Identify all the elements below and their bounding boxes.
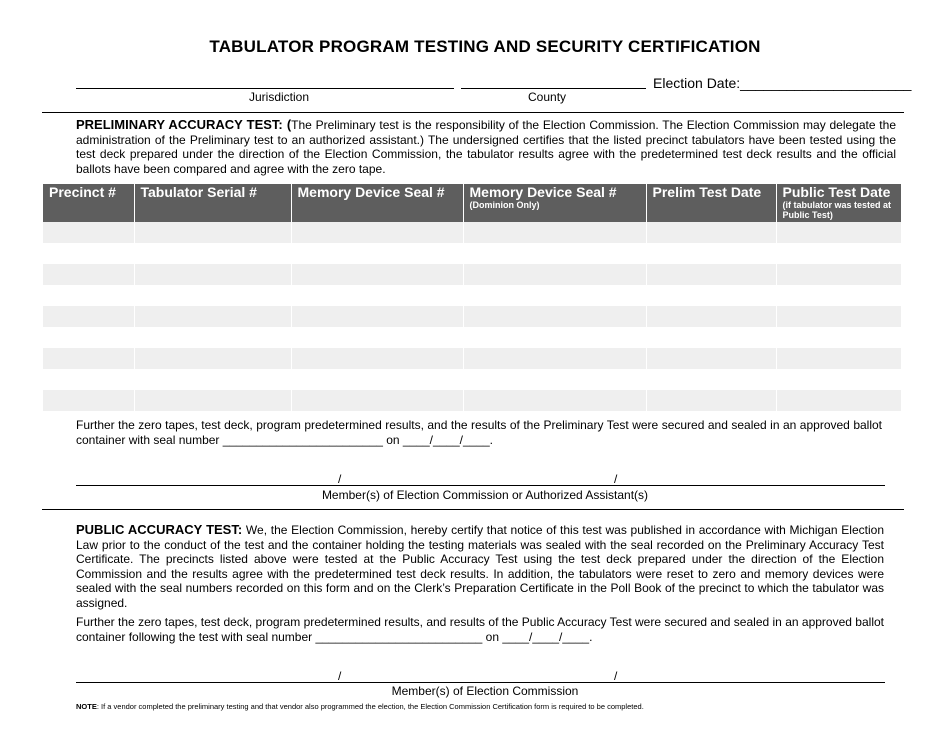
divider-top	[42, 112, 904, 113]
public-text: We, the Election Commission, hereby certify that notice of this test was published in accordance with Michigan Election Law prior to the conduct of the test and the container holding the testing materials was sealed with the seal recorded on the Preliminary Accuracy Test Certificate. The precincts listed above were tested at the Public Accuracy Test using the test deck prepared under the direction of the Election Commission and the results agree with the predetermined test deck results. In addition, the tabulators were reset to zero and memory devices were sealed with the seal numbers recorded on this form and on the Clerk’s Preparation Certificate in the Poll Book of the precinct to which the tabulator was assigned.	[76, 523, 884, 610]
table-row	[43, 369, 901, 390]
table-row	[43, 243, 901, 264]
note-text: : If a vendor completed the preliminary testing and that vendor also programmed the election, the Election Commission Certification form is required to be completed.	[96, 702, 644, 711]
signature-line-preliminary[interactable]	[76, 485, 885, 486]
signature-separator: /	[614, 669, 618, 683]
column-header-tabulator-serial: Tabulator Serial #	[134, 184, 291, 222]
preliminary-text: The Preliminary test is the responsibility of the Election Commission. The Election Commission may delegate the administration of the Preliminary test to an authorized assistant.) The undersigned certifies that the listed precinct tabulators have been tested using the test deck prepared under the direction of the Election Commission, the tabulator results agree with the predetermined test deck results and the official ballots have been compared and agree with the zero tape.	[76, 118, 896, 176]
column-header-prelim-test-date: Prelim Test Date	[646, 184, 776, 222]
seal-statement-preliminary: Further the zero tapes, test deck, program predetermined results, and the results of the Preliminary Test were secured and sealed in an approved ballot container with seal number ________________________ on ____/____/____.	[76, 418, 882, 447]
table-row	[43, 348, 901, 369]
public-heading: PUBLIC ACCURACY TEST:	[76, 522, 243, 537]
table-header-row	[43, 184, 901, 222]
election-date-blank[interactable]: ______________________	[740, 75, 912, 91]
signature-label-public: Member(s) of Election Commission	[391, 684, 579, 698]
preliminary-heading: PRELIMINARY ACCURACY TEST: (	[76, 117, 292, 132]
jurisdiction-line[interactable]	[76, 88, 454, 89]
signature-separator: /	[614, 472, 618, 486]
table-row	[43, 222, 901, 243]
signature-separator: /	[338, 472, 342, 486]
table-row	[43, 327, 901, 348]
signature-separator: /	[338, 669, 342, 683]
table-row	[43, 285, 901, 306]
seal-statement-public: Further the zero tapes, test deck, program predetermined results, and results of the Public Accuracy Test were secured and sealed in an approved ballot container following the test with seal number _________________________ on ____/____/____.	[76, 615, 884, 644]
column-header-precinct: Precinct #	[43, 184, 134, 222]
column-header-memory-device-seal: Memory Device Seal #	[291, 184, 463, 222]
column-header-memory-device-seal-dominion: Memory Device Seal # (Dominion Only)	[463, 184, 646, 222]
tabulator-table	[43, 184, 901, 411]
signature-label-preliminary: Member(s) of Election Commission or Authorized Assistant(s)	[321, 488, 649, 502]
preliminary-paragraph	[76, 118, 896, 176]
page-title: TABULATOR PROGRAM TESTING AND SECURITY CERTIFICATION	[209, 37, 761, 56]
footnote	[76, 702, 644, 711]
column-header-public-test-date: Public Test Date (if tabulator was tested at Public Test)	[776, 184, 901, 222]
election-date-field[interactable]	[653, 75, 911, 91]
divider-middle	[42, 509, 904, 510]
county-label: County	[528, 90, 567, 104]
election-date-label: Election Date:	[653, 75, 741, 91]
signature-line-public[interactable]	[76, 682, 885, 683]
jurisdiction-label: Jurisdiction	[249, 90, 310, 104]
note-label: NOTE	[76, 702, 97, 711]
public-paragraph	[76, 523, 884, 610]
county-line[interactable]	[461, 88, 646, 89]
table-row	[43, 306, 901, 327]
table-row	[43, 264, 901, 285]
table-row	[43, 390, 901, 411]
